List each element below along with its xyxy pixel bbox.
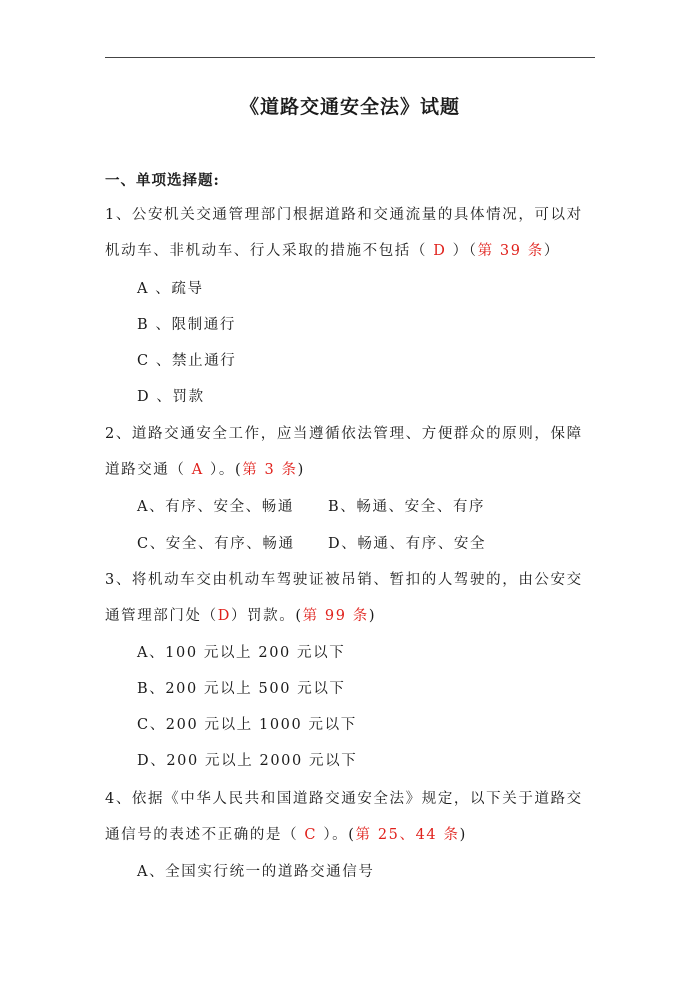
question-3-option-d: D、200 元以上 2000 元以下 xyxy=(137,753,358,769)
header-rule xyxy=(105,57,595,58)
question-4-answer: C xyxy=(298,827,324,843)
section-heading: 一、单项选择题: xyxy=(105,172,220,189)
question-3-option-b: B、200 元以上 500 元以下 xyxy=(137,681,346,697)
question-1-line-2: 机动车、非机动车、行人采取的措施不包括（ D ）（第 39 条） xyxy=(105,243,560,259)
question-1-line-1: 1、公安机关交通管理部门根据道路和交通流量的具体情况，可以对 xyxy=(105,207,583,223)
question-1-option-b: B 、限制通行 xyxy=(137,317,236,333)
question-4-option-a: A、全国实行统一的道路交通信号 xyxy=(137,864,375,880)
question-3-article-ref: 第 99 条 xyxy=(302,608,369,624)
question-4-line-1: 4、依据《中华人民共和国道路交通安全法》规定，以下关于道路交 xyxy=(105,791,583,807)
question-2-line-2: 道路交通（ A ）。(第 3 条) xyxy=(105,462,305,478)
question-1-option-a: A 、疏导 xyxy=(137,281,204,297)
question-2-option-d: D、畅通、有序、安全 xyxy=(328,536,487,552)
question-4-line-2: 通信号的表述不正确的是（ C ）。(第 25、44 条) xyxy=(105,827,467,843)
question-3-line-1: 3、将机动车交由机动车驾驶证被吊销、暂扣的人驾驶的，由公安交 xyxy=(105,572,583,588)
question-1-answer: D xyxy=(427,243,453,259)
question-3-answer: D xyxy=(217,608,231,624)
question-1-option-c: C 、禁止通行 xyxy=(137,353,237,369)
question-1-article-ref: 第 39 条 xyxy=(477,243,544,259)
question-2-option-c: C、安全、有序、畅通 xyxy=(137,536,295,552)
question-2-line-1: 2、道路交通安全工作，应当遵循依法管理、方便群众的原则，保障 xyxy=(105,426,583,442)
question-4-article-ref: 第 25、44 条 xyxy=(355,827,460,843)
question-2-option-a: A、有序、安全、畅通 xyxy=(137,499,294,515)
question-1-option-d: D 、罚款 xyxy=(137,389,205,405)
question-2-option-b: B、畅通、安全、有序 xyxy=(328,499,486,515)
question-3-option-c: C、200 元以上 1000 元以下 xyxy=(137,717,357,733)
document-title: 《道路交通安全法》试题 xyxy=(239,96,460,118)
question-2-article-ref: 第 3 条 xyxy=(242,462,298,478)
question-2-answer: A xyxy=(185,462,210,478)
question-3-option-a: A、100 元以上 200 元以下 xyxy=(137,645,346,661)
question-3-line-2: 通管理部门处（D）罚款。(第 99 条) xyxy=(105,608,377,624)
